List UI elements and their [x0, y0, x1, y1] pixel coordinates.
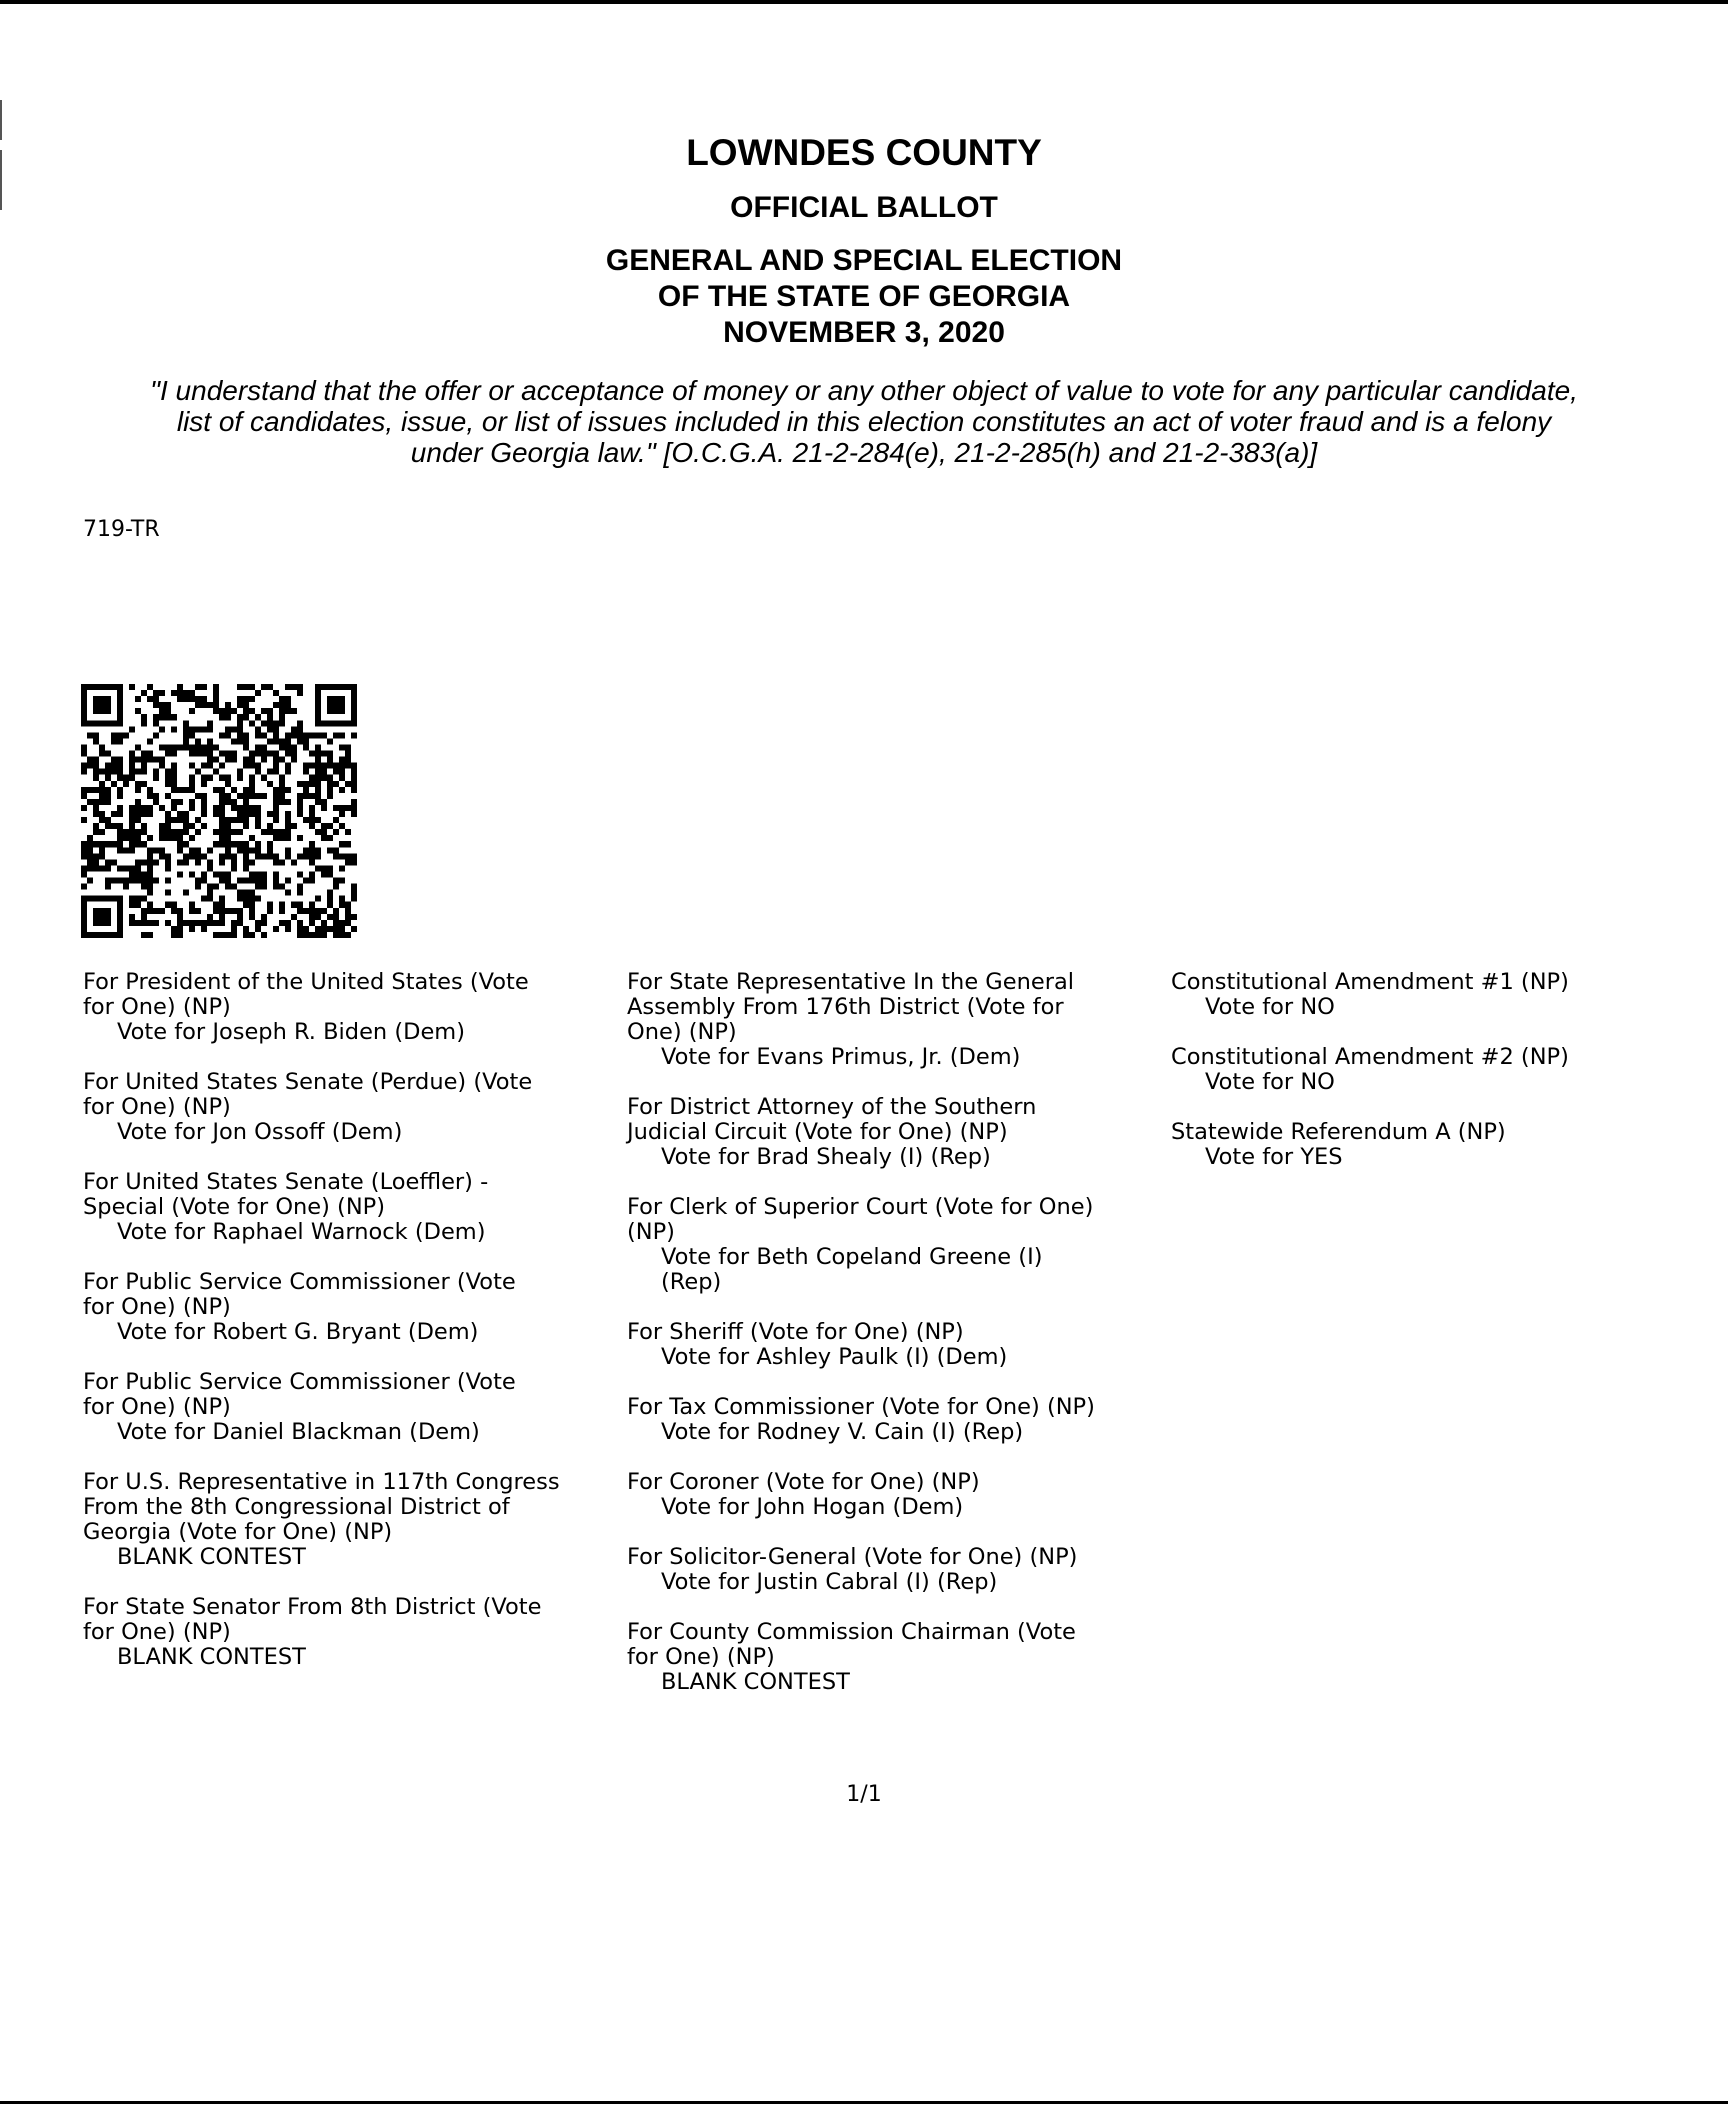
contest-entry [627, 1620, 1167, 1695]
contest-selection: Vote for John Hogan (Dem) [661, 1494, 964, 1520]
contest-selection: Vote for NO [1205, 994, 1335, 1020]
contest-title: For State Representative In the General Assembly From 176th District (Vote for One) (NP) [627, 969, 1074, 1045]
contest-title: Statewide Referendum A (NP) [1171, 1119, 1506, 1145]
contest-column-3 [1171, 970, 1711, 1195]
contest-selection: Vote for NO [1205, 1069, 1335, 1095]
contest-title: Constitutional Amendment #2 (NP) [1171, 1044, 1569, 1070]
contest-title: For Clerk of Superior Court (Vote for One) (NP) [627, 1194, 1094, 1245]
contest-entry [627, 1470, 1167, 1520]
contest-selection: Vote for Justin Cabral (I) (Rep) [661, 1569, 998, 1595]
contest-selection: Vote for Raphael Warnock (Dem) [117, 1219, 486, 1245]
contest-entry [627, 1095, 1167, 1170]
contest-selection: Vote for Beth Copeland Greene (I) (Rep) [661, 1244, 1043, 1295]
contest-selection: Vote for Joseph R. Biden (Dem) [117, 1019, 465, 1045]
page-number: 1/1 [846, 1782, 882, 1807]
contest-selection: Vote for YES [1205, 1144, 1343, 1170]
contest-selection: BLANK CONTEST [661, 1669, 850, 1695]
contest-entry [83, 1270, 623, 1345]
contest-title: Constitutional Amendment #1 (NP) [1171, 969, 1569, 995]
oath-line-3: under Georgia law." [O.C.G.A. 21-2-284(e), 21-2-285(h) and 21-2-383(a)] [410, 437, 1318, 468]
contest-entry [1171, 970, 1711, 1020]
contest-title: For District Attorney of the Southern Judicial Circuit (Vote for One) (NP) [627, 1094, 1037, 1145]
contest-selection: BLANK CONTEST [117, 1544, 306, 1570]
contest-title: For Public Service Commissioner (Vote for One) (NP) [83, 1269, 516, 1320]
contest-title: For Coroner (Vote for One) (NP) [627, 1469, 980, 1495]
contest-column-2 [627, 970, 1167, 1720]
contest-entry [83, 1370, 623, 1445]
contest-title: For Tax Commissioner (Vote for One) (NP) [627, 1394, 1095, 1420]
ballot-style-code: 719-TR [83, 517, 160, 542]
contest-title: For U.S. Representative in 117th Congress From the 8th Congressional District of Georgia (Vote for One) (NP) [83, 1469, 560, 1545]
contest-entry [83, 1595, 623, 1670]
contest-selection: Vote for Jon Ossoff (Dem) [117, 1119, 403, 1145]
contest-entry [83, 1070, 623, 1145]
top-border [0, 0, 1728, 4]
contest-title: For Public Service Commissioner (Vote for One) (NP) [83, 1369, 516, 1420]
contest-title: For United States Senate (Loeffler) - Special (Vote for One) (NP) [83, 1169, 489, 1220]
contest-selection: Vote for Rodney V. Cain (I) (Rep) [661, 1419, 1024, 1445]
qr-code-icon [81, 684, 357, 938]
contest-entry [627, 1545, 1167, 1595]
oath-line-1: "I understand that the offer or acceptance of money or any other object of value to vote for any particular candidate, [150, 375, 1578, 406]
contest-title: For County Commission Chairman (Vote for One) (NP) [627, 1619, 1076, 1670]
contest-column-1 [83, 970, 623, 1695]
contest-entry [83, 970, 623, 1045]
contest-entry [1171, 1120, 1711, 1170]
contest-title: For State Senator From 8th District (Vote for One) (NP) [83, 1594, 542, 1645]
election-date: NOVEMBER 3, 2020 [723, 316, 1005, 349]
voter-fraud-oath [40, 375, 1688, 468]
contest-title: For Solicitor-General (Vote for One) (NP) [627, 1544, 1078, 1570]
contest-entry [627, 1395, 1167, 1445]
election-heading [0, 243, 1728, 351]
contest-entry [627, 970, 1167, 1070]
county-title: LOWNDES COUNTY [686, 132, 1042, 173]
contest-selection: Vote for Robert G. Bryant (Dem) [117, 1319, 479, 1345]
contest-selection: BLANK CONTEST [117, 1644, 306, 1670]
ballot-type-title: OFFICIAL BALLOT [730, 191, 998, 224]
contest-entry [83, 1470, 623, 1570]
oath-line-2: list of candidates, issue, or list of issues included in this election constitutes an act of voter fraud and is a felony [176, 406, 1552, 437]
election-line-1: GENERAL AND SPECIAL ELECTION [605, 244, 1123, 277]
contest-selection: Vote for Brad Shealy (I) (Rep) [661, 1144, 991, 1170]
contest-entry [627, 1320, 1167, 1370]
contest-entry [627, 1195, 1167, 1295]
contest-title: For United States Senate (Perdue) (Vote for One) (NP) [83, 1069, 533, 1120]
election-line-2: OF THE STATE OF GEORGIA [657, 280, 1071, 313]
contest-entry [1171, 1045, 1711, 1095]
contest-title: For Sheriff (Vote for One) (NP) [627, 1319, 964, 1345]
contest-selection: Vote for Evans Primus, Jr. (Dem) [661, 1044, 1021, 1070]
contest-selection: Vote for Daniel Blackman (Dem) [117, 1419, 480, 1445]
contest-title: For President of the United States (Vote for One) (NP) [83, 969, 529, 1020]
contest-entry [83, 1170, 623, 1245]
contest-selection: Vote for Ashley Paulk (I) (Dem) [661, 1344, 1008, 1370]
